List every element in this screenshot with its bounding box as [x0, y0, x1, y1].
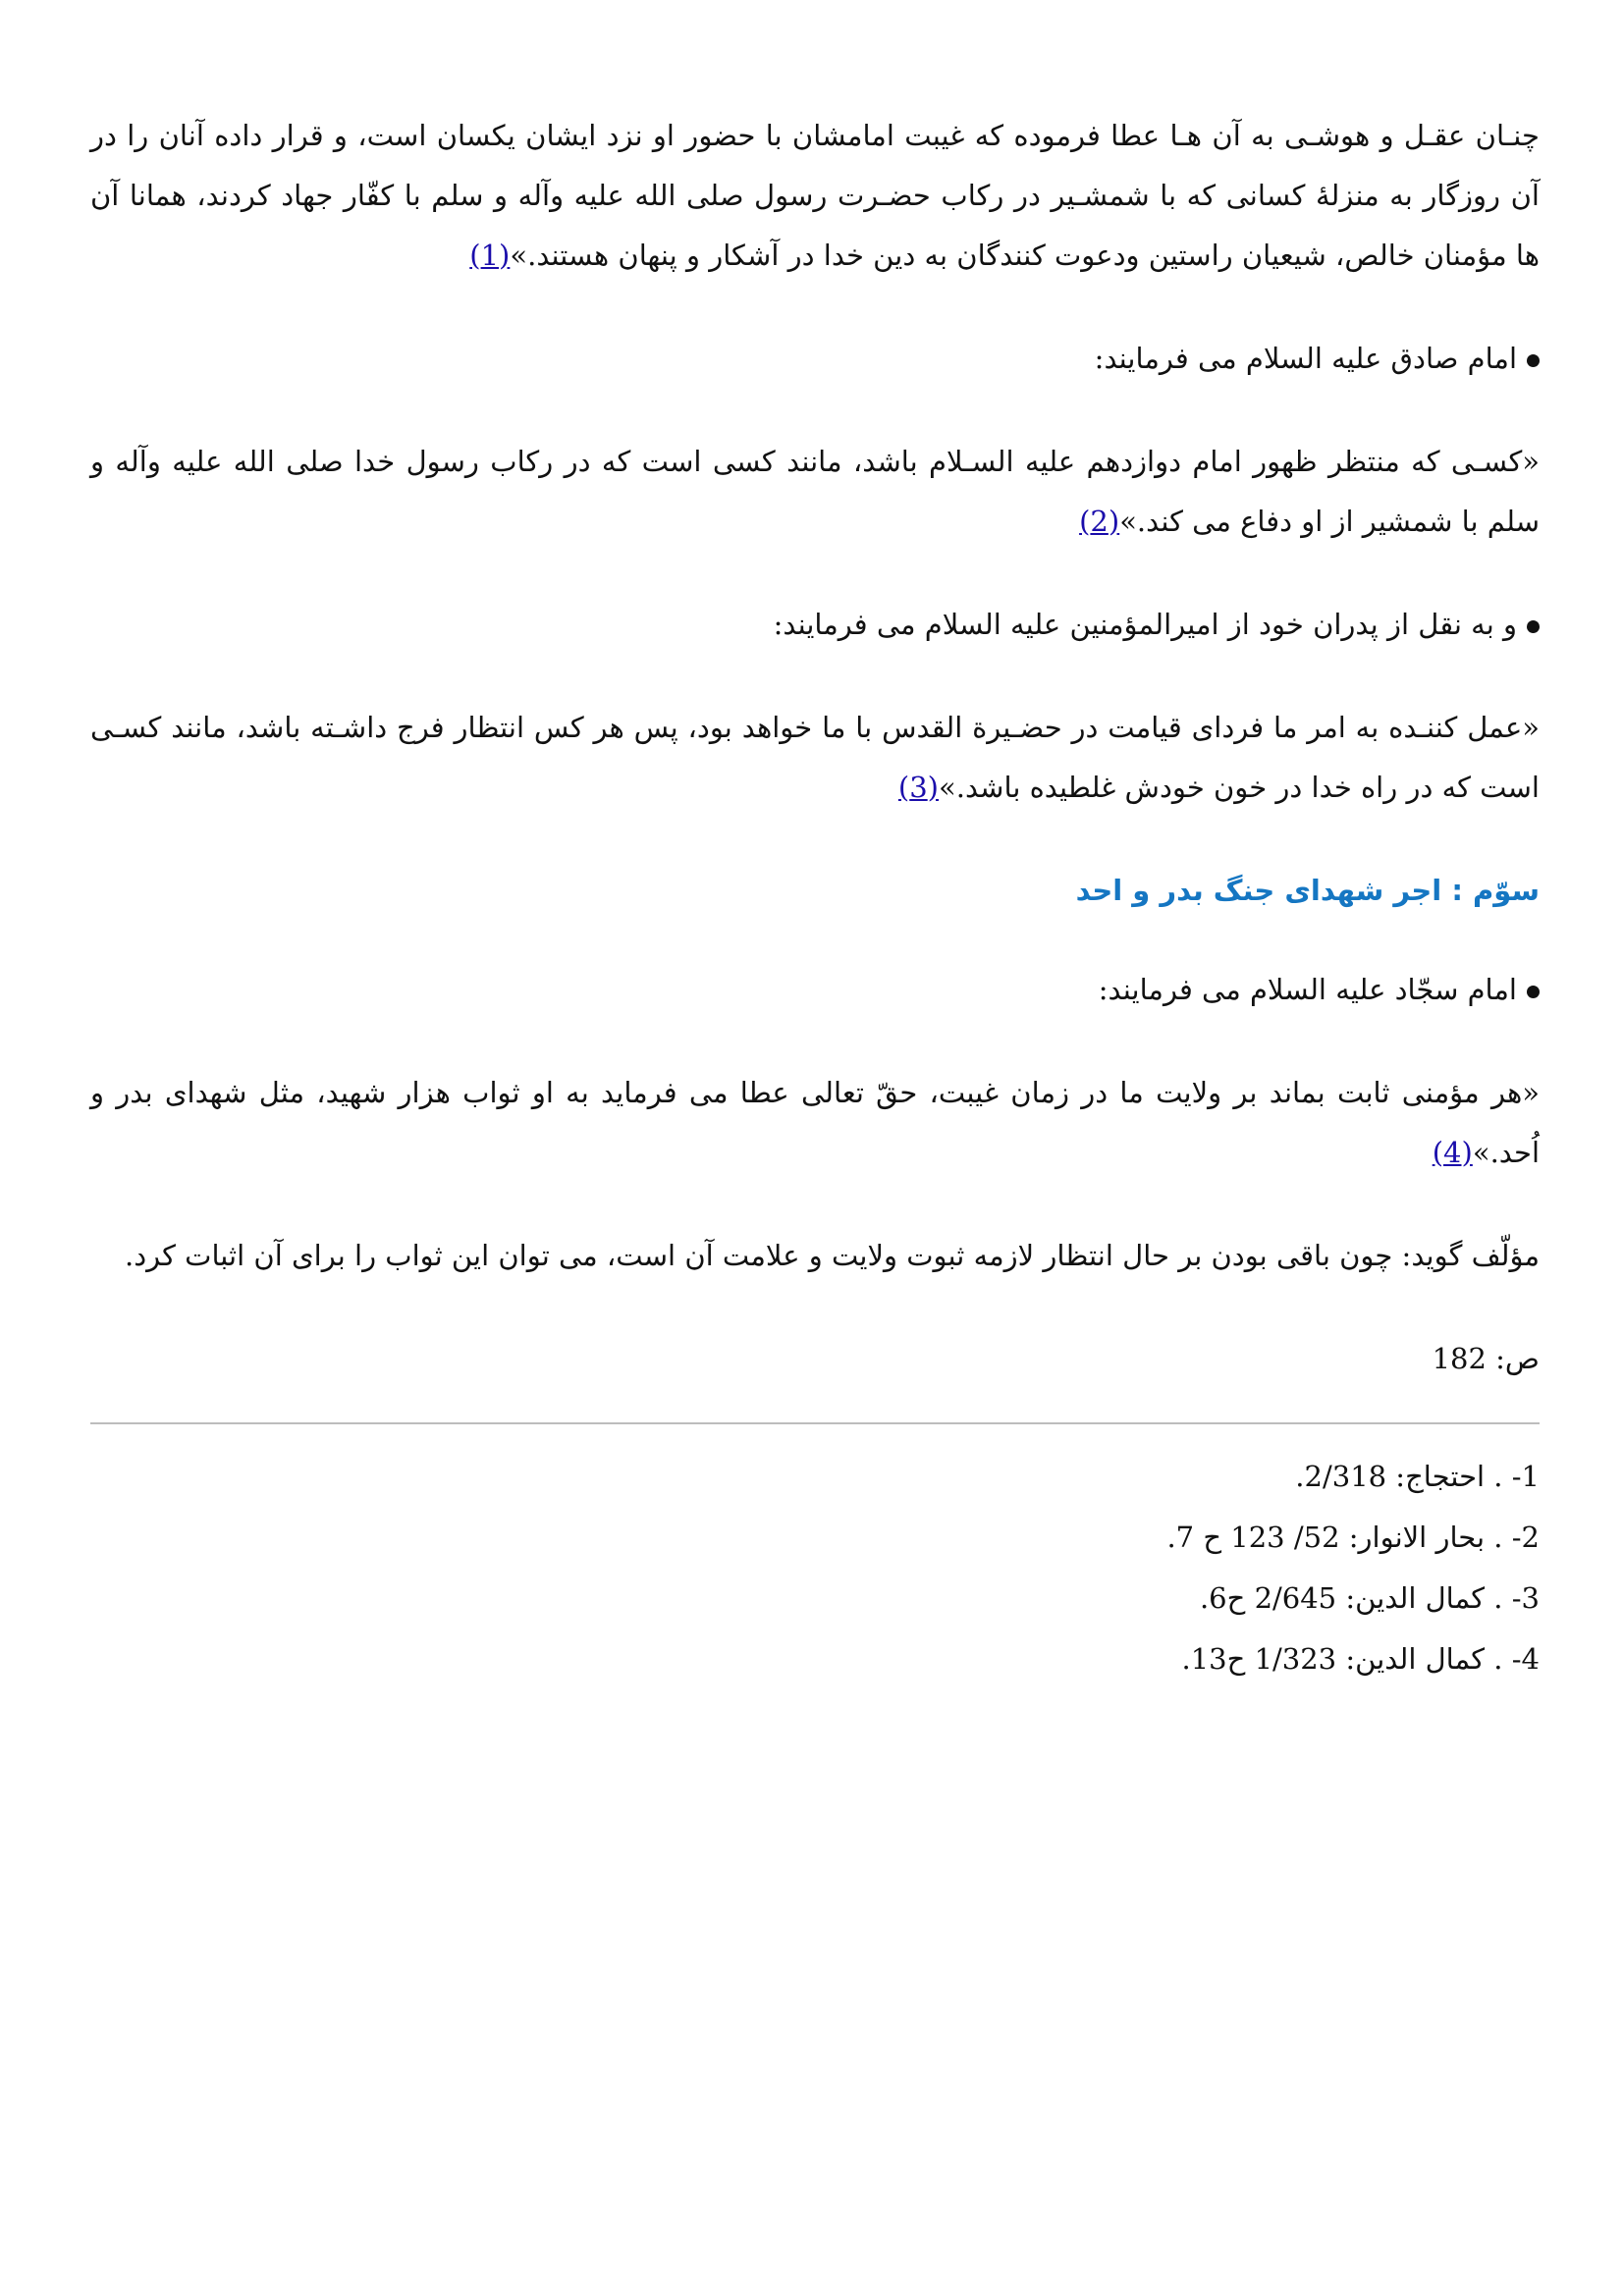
paragraph-text: «عمل کننـده به امر ما فردای قیامت در حضـیرة القدس با ما خواهد بود، پس هر کس انتظار فرج داشـته باشد، مانند کسـی است که در راه خدا در خون خودش غلطیده باشد.» — [90, 711, 1540, 804]
paragraph-text: «کسـی که منتظر ظهور امام دوازدهم علیه السـلام باشد، مانند کسی است که در رکاب رسول خدا صلی الله علیه وآله و سلم با شمشیر از او دفاع می کند.» — [90, 445, 1540, 538]
paragraph-text: «هر مؤمنی ثابت بماند بر ولایت ما در زمان غیبت، حقّ تعالی عطا می فرماید به او ثواب هزار شهید، مثل شهدای بدر و اُحد.» — [90, 1076, 1540, 1169]
footnote-link-3[interactable]: (3) — [897, 771, 939, 804]
footnote-1: 1- . احتجاج: 2/318. — [1295, 1460, 1540, 1493]
bullet-icon — [1527, 620, 1540, 633]
footnote-link-2[interactable]: (2) — [1079, 505, 1120, 538]
quote-paragraph — [90, 1063, 1540, 1183]
footnote-link-4[interactable]: (4) — [1432, 1136, 1473, 1169]
footnote-divider — [90, 1422, 1540, 1424]
bullet-icon — [1527, 354, 1540, 367]
bullet-text: و به نقل از پدران خود از امیرالمؤمنین علیه السلام می فرمایند: — [773, 608, 1517, 641]
bullet-text: امام سجّاد علیه السلام می فرمایند: — [1098, 973, 1517, 1006]
bullet-item — [90, 329, 1540, 389]
footnote-2: 2- . بحار الانوار: 52/ 123 ح 7. — [1166, 1521, 1540, 1554]
bullet-item — [90, 595, 1540, 655]
document-page — [90, 106, 1540, 1689]
footnote-3: 3- . کمال الدین: 2/645 ح6. — [1199, 1581, 1540, 1615]
paragraph — [90, 106, 1540, 286]
bullet-icon — [1527, 986, 1540, 998]
page-number: ص: 182 — [1432, 1342, 1540, 1375]
bullet-item — [90, 960, 1540, 1020]
footnote-link-1[interactable]: (1) — [469, 239, 511, 272]
bullet-text: امام صادق علیه السلام می فرمایند: — [1094, 342, 1517, 375]
paragraph-text: چنـان عقـل و هوشـی به آن هـا عطا فرموده که غیبت امامشان با حضور او نزد ایشان یکسان است، و قرار داده آنان را در آن روزگار به منزلۀ کسانی که با شمشـیر در رکاب حضـرت رسول صلی الله علیه وآله و سلم با کفّار جهاد کردند، همانا آن ها مؤمنان خالص، شیعیان راستین ودعوت کنندگان به دین خدا در آشکار و پنهان هستند.» — [90, 119, 1540, 272]
quote-paragraph — [90, 432, 1540, 552]
quote-paragraph — [90, 698, 1540, 818]
author-note: مؤلّف گوید: چون باقی بودن بر حال انتظار لازمه ثبوت ولایت و علامت آن است، می توان این ثواب را برای آن اثبات کرد. — [125, 1239, 1540, 1272]
section-heading: سوّم : اجر شهدای جنگ بدر و احد — [1075, 874, 1540, 907]
footnote-4: 4- . کمال الدین: 1/323 ح13. — [1181, 1642, 1540, 1676]
